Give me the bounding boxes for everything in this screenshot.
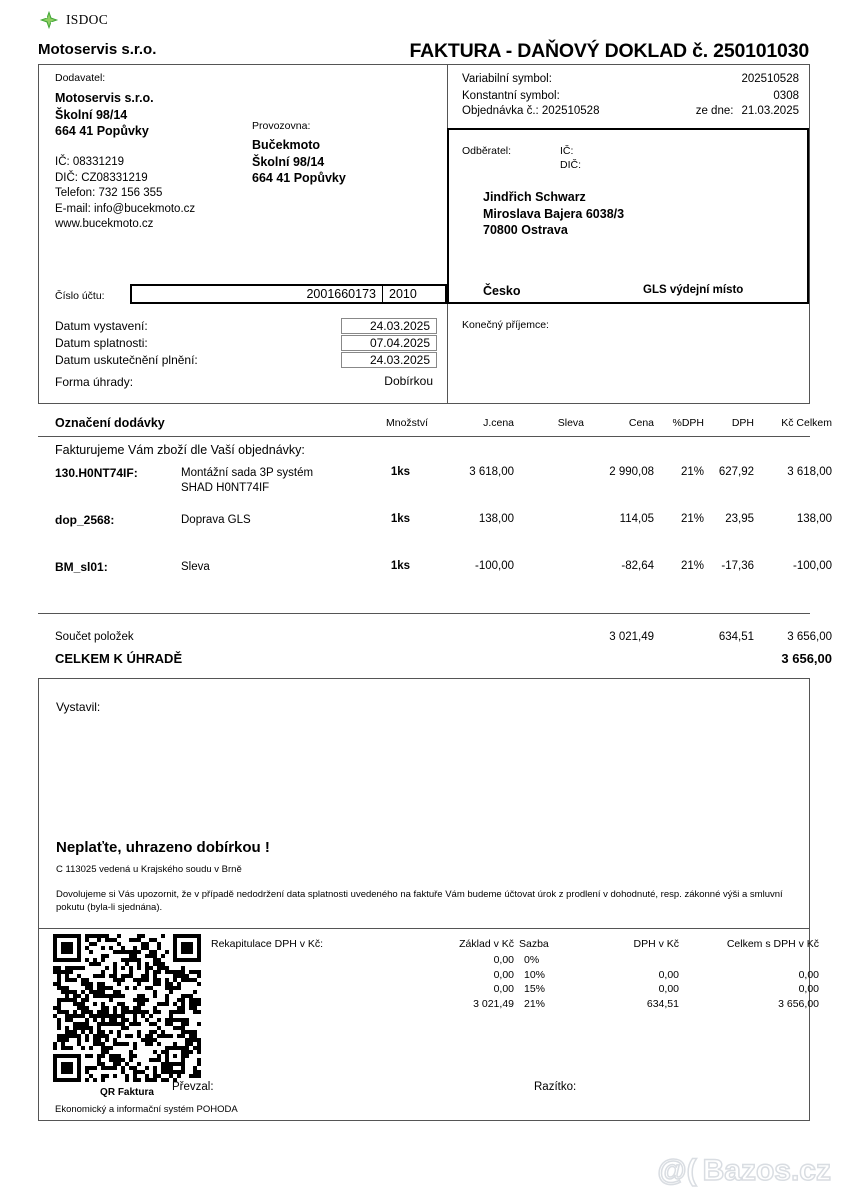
payment-symbols-block bbox=[462, 71, 799, 105]
due-date-value: 07.04.2025 bbox=[341, 335, 437, 351]
payment-method-value: Dobírkou bbox=[384, 374, 433, 388]
supplier-street: Školní 98/14 bbox=[55, 107, 128, 122]
dates-block bbox=[55, 318, 437, 391]
issuer-label: Vystavil: bbox=[56, 700, 101, 714]
footer-system-text: Ekonomický a informační systém POHODA bbox=[55, 1104, 238, 1115]
isdoc-logo-row bbox=[38, 9, 108, 31]
recap-rate-value: 0% bbox=[524, 954, 540, 966]
constant-symbol-value: 0308 bbox=[773, 90, 799, 102]
received-by-label: Převzal: bbox=[172, 1081, 214, 1093]
recap-total-value: 3 656,00 bbox=[778, 997, 819, 1010]
column-header-vat-rate: %DPH bbox=[672, 417, 704, 429]
column-header-price: Cena bbox=[628, 417, 654, 429]
supplier-address-block bbox=[55, 90, 154, 140]
item-unit-price: 138,00 bbox=[478, 513, 514, 525]
supplier-email: E-mail: info@bucekmoto.cz bbox=[55, 202, 196, 215]
item-total: 3 618,00 bbox=[787, 466, 832, 478]
issue-date-row bbox=[55, 318, 437, 334]
column-header-total: Kč Celkem bbox=[781, 417, 832, 429]
supplier-label: Dodavatel: bbox=[55, 72, 106, 84]
branch-city: 664 41 Popůvky bbox=[252, 171, 346, 185]
constant-symbol-label: Konstantní symbol: bbox=[462, 90, 560, 102]
supplier-ic: IČ: 08331219 bbox=[55, 156, 125, 168]
grand-total-value: 3 656,00 bbox=[781, 651, 832, 666]
recap-header-total: Celkem s DPH v Kč bbox=[726, 938, 819, 950]
isdoc-star-icon bbox=[38, 9, 60, 31]
column-header-unit-price: J.cena bbox=[483, 417, 514, 429]
recap-rate-value: 21% bbox=[524, 997, 546, 1010]
supplier-dic: DIČ: CZ08331219 bbox=[55, 171, 148, 184]
recap-vat-value bbox=[599, 954, 679, 968]
variable-symbol-row bbox=[462, 71, 799, 88]
item-vat-rate: 21% bbox=[680, 560, 704, 572]
qr-code-image bbox=[53, 934, 201, 1082]
final-recipient-label: Konečný příjemce: bbox=[462, 319, 549, 331]
stamp-label: Razítko: bbox=[534, 1081, 577, 1093]
sum-label: Součet položek bbox=[55, 631, 134, 643]
recap-section bbox=[38, 928, 819, 1101]
supplier-web: www.bucekmoto.cz bbox=[55, 218, 154, 230]
customer-name: Jindřich Schwarz bbox=[483, 190, 586, 204]
payment-method-label: Forma úhrady: bbox=[55, 375, 134, 389]
supplier-contact-block bbox=[55, 155, 195, 233]
due-date-row bbox=[55, 335, 437, 351]
recap-rate-value: 15% bbox=[524, 983, 546, 995]
customer-country: Česko bbox=[483, 284, 521, 298]
recap-base-value: 0,00 bbox=[493, 968, 514, 981]
qr-caption: QR Faktura bbox=[100, 1087, 154, 1098]
recap-vat-value: 0,00 bbox=[658, 983, 679, 995]
isdoc-label: ISDOC bbox=[66, 12, 109, 27]
item-vat-rate: 21% bbox=[680, 513, 704, 525]
supplier-city: 664 41 Popůvky bbox=[55, 124, 149, 138]
recap-header-rate: Sazba bbox=[519, 938, 549, 950]
item-price: 2 990,08 bbox=[609, 466, 654, 478]
item-price: -82,64 bbox=[621, 560, 654, 572]
totals-block bbox=[38, 613, 832, 678]
branch-street: Školní 98/14 bbox=[252, 154, 325, 169]
item-total: -100,00 bbox=[792, 560, 832, 572]
notice-section bbox=[38, 678, 810, 928]
item-vat: 627,92 bbox=[718, 466, 754, 478]
column-header-discount: Sleva bbox=[557, 417, 584, 429]
customer-label: Odběratel: bbox=[462, 145, 512, 157]
document-title: FAKTURA - DAŇOVÝ DOKLAD č. 250101030 bbox=[409, 40, 809, 62]
recap-rate-value: 10% bbox=[524, 968, 546, 981]
branch-label: Provozovna: bbox=[252, 120, 311, 132]
customer-delivery-note: GLS výdejní místo bbox=[643, 284, 744, 296]
item-vat: 23,95 bbox=[725, 513, 754, 525]
items-table-body bbox=[38, 437, 832, 613]
item-code: 130.H0NT74IF: bbox=[55, 466, 138, 480]
header-right-border bbox=[809, 64, 810, 403]
supply-date-row bbox=[55, 352, 437, 368]
order-number: Objednávka č.: 202510528 bbox=[462, 105, 600, 117]
header-bottom-rule bbox=[38, 403, 810, 404]
sum-row bbox=[38, 631, 832, 647]
sum-vat-value: 634,51 bbox=[718, 631, 754, 643]
supply-date-value: 24.03.2025 bbox=[341, 352, 437, 368]
customer-city: 70800 Ostrava bbox=[483, 223, 568, 237]
column-header-description: Označení dodávky bbox=[55, 416, 165, 430]
order-row bbox=[462, 105, 799, 117]
constant-symbol-row bbox=[462, 88, 799, 105]
header-left-border bbox=[38, 64, 39, 403]
due-date-label: Datum splatnosti: bbox=[55, 336, 148, 350]
recap-base-value: 0,00 bbox=[493, 954, 514, 966]
account-number: 2001660173 bbox=[132, 286, 383, 302]
customer-ic-label: IČ: bbox=[560, 145, 574, 157]
issue-date-label: Datum vystavení: bbox=[55, 319, 148, 333]
supply-date-label: Datum uskutečnění plnění: bbox=[55, 353, 198, 367]
item-description: Doprava GLS bbox=[181, 514, 251, 526]
branch-address-block bbox=[252, 137, 346, 187]
recap-total-value bbox=[689, 954, 819, 968]
column-header-quantity: Množství bbox=[385, 417, 428, 429]
column-header-vat: DPH bbox=[731, 417, 754, 429]
item-code: BM_sl01: bbox=[55, 560, 108, 574]
sum-base-value: 3 021,49 bbox=[609, 631, 654, 643]
variable-symbol-label: Variabilní symbol: bbox=[462, 73, 552, 85]
item-unit-price: 3 618,00 bbox=[469, 466, 514, 478]
recap-total-value: 0,00 bbox=[798, 968, 819, 981]
item-code: dop_2568: bbox=[55, 513, 115, 527]
recap-base-value: 0,00 bbox=[493, 983, 514, 995]
issue-date-value: 24.03.2025 bbox=[341, 318, 437, 334]
item-total: 138,00 bbox=[796, 513, 832, 525]
table-row bbox=[38, 513, 832, 557]
recap-total-value: 0,00 bbox=[798, 983, 819, 995]
item-description: Sleva bbox=[181, 561, 210, 573]
customer-street: Miroslava Bajera 6038/3 bbox=[483, 206, 625, 221]
order-date-value: 21.03.2025 bbox=[741, 105, 799, 117]
item-quantity: 1ks bbox=[390, 560, 410, 572]
order-date-label: ze dne: bbox=[695, 105, 734, 117]
recap-vat-value: 0,00 bbox=[658, 968, 679, 981]
watermark-at-glyph: @( bbox=[657, 1154, 697, 1187]
account-box bbox=[130, 284, 447, 304]
payment-method-row bbox=[55, 374, 437, 390]
header-top-rule bbox=[38, 64, 810, 65]
supplier-phone: Telefon: 732 156 355 bbox=[55, 187, 163, 199]
grand-total-label: CELKEM K ÚHRADĚ bbox=[55, 651, 183, 666]
item-price: 114,05 bbox=[619, 513, 654, 525]
branch-name: Bučekmoto bbox=[252, 138, 321, 152]
customer-address-block bbox=[483, 189, 624, 239]
page-title-company: Motoservis s.r.o. bbox=[38, 41, 157, 58]
notice-title: Neplaťte, uhrazeno dobírkou ! bbox=[56, 839, 270, 856]
notice-court-registration: C 113025 vedená u Krajského soudu v Brně bbox=[56, 864, 242, 875]
customer-dic-label: DIČ: bbox=[560, 159, 581, 171]
recap-header-base: Základ v Kč bbox=[459, 938, 514, 950]
item-vat: -17,36 bbox=[721, 560, 754, 572]
watermark-text: Bazos.cz bbox=[702, 1154, 831, 1187]
item-vat-rate: 21% bbox=[680, 466, 704, 478]
supplier-name: Motoservis s.r.o. bbox=[55, 91, 154, 105]
items-table-header bbox=[38, 412, 832, 437]
grand-total-row bbox=[38, 651, 832, 669]
account-bank-code: 2010 bbox=[389, 287, 417, 301]
table-row bbox=[38, 466, 832, 510]
sum-total-value: 3 656,00 bbox=[787, 631, 832, 643]
qr-block bbox=[53, 934, 201, 1098]
notice-paragraph: Dovolujeme si Vás upozornit, že v případě nedodržení data splatnosti uvedeného na faktuře Vám budeme účtovat úrok z prodlení v dohodnuté, resp. zákonné výši a smluvní pokutu (byla-li sjednána). bbox=[56, 889, 783, 913]
item-description: Montážní sada 3P systém SHAD H0NT74IF bbox=[181, 467, 314, 494]
bazos-watermark bbox=[657, 1154, 831, 1188]
account-label: Číslo účtu: bbox=[55, 290, 105, 302]
recap-header-vat: DPH v Kč bbox=[633, 938, 679, 950]
recap-base-value: 3 021,49 bbox=[473, 997, 514, 1010]
variable-symbol-value: 202510528 bbox=[741, 73, 799, 85]
item-unit-price: -100,00 bbox=[474, 560, 514, 572]
item-quantity: 1ks bbox=[390, 513, 410, 525]
recap-label: Rekapitulace DPH v Kč: bbox=[211, 938, 324, 950]
table-row bbox=[38, 560, 832, 604]
items-intro-note: Fakturujeme Vám zboží dle Vaší objednávky: bbox=[55, 443, 305, 457]
item-quantity: 1ks bbox=[390, 466, 410, 478]
recap-vat-value: 634,51 bbox=[646, 997, 679, 1010]
